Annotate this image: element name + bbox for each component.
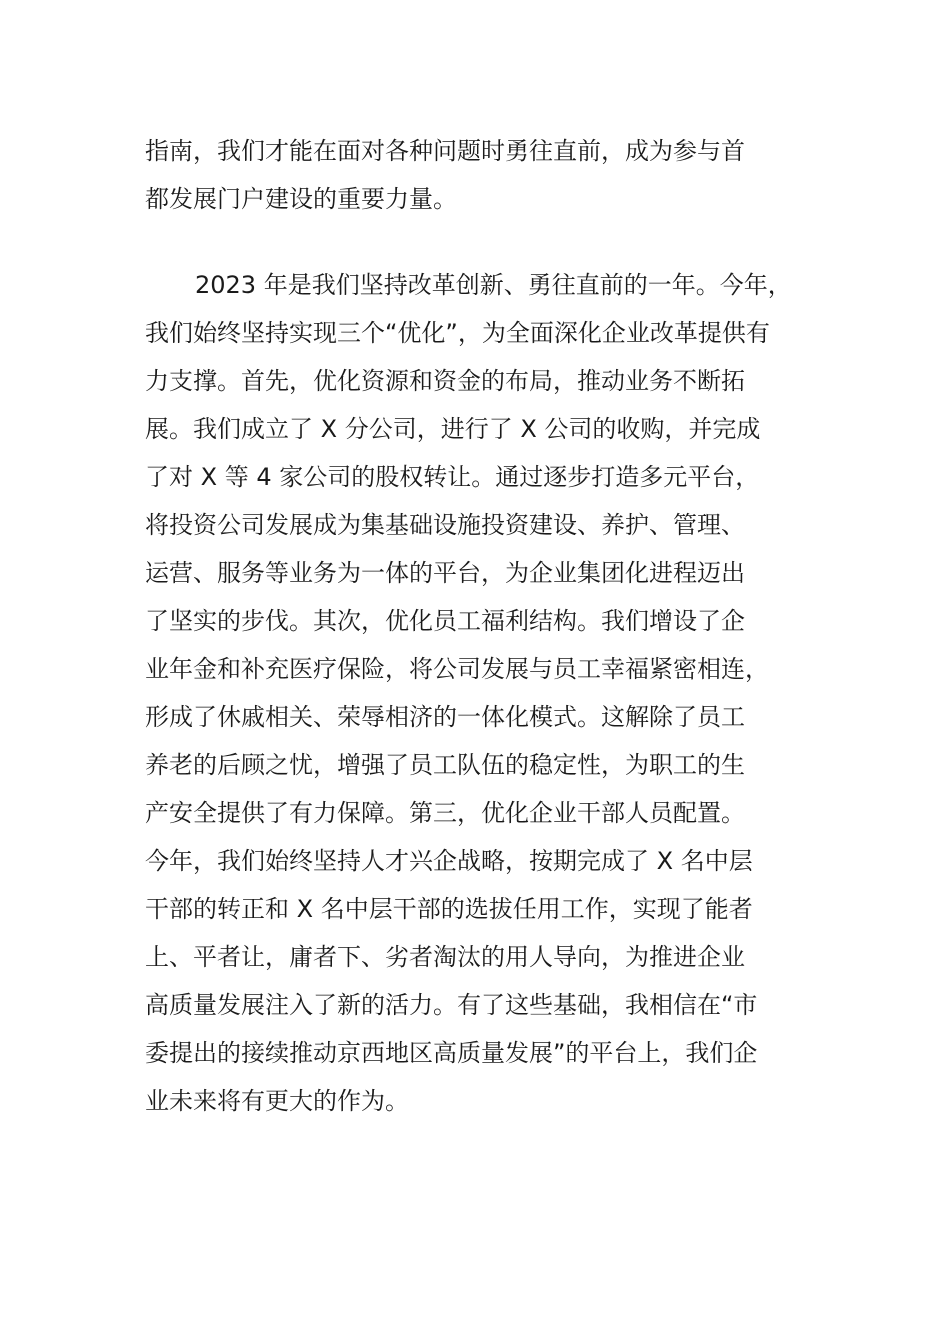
text-line: 产安全提供了有力保障。第三，优化企业干部人员配置。 bbox=[145, 799, 745, 827]
text-line: 将投资公司发展成为集基础设施投资建设、养护、管理、 bbox=[145, 511, 745, 539]
text-line: 指南，我们才能在面对各种问题时勇往直前，成为参与首 bbox=[145, 137, 745, 165]
text-line: 形成了休戚相关、荣辱相济的一体化模式。这解除了员工 bbox=[145, 703, 745, 731]
text-line: 运营、服务等业务为一体的平台，为企业集团化进程迈出 bbox=[145, 559, 745, 587]
text-line: 委提出的接续推动京西地区高质量发展”的平台上，我们企 bbox=[145, 1039, 758, 1067]
text-line: 了坚实的步伐。其次，优化员工福利结构。我们增设了企 bbox=[145, 607, 745, 635]
text-line: 业未来将有更大的作为。 bbox=[145, 1087, 409, 1115]
text-line: 我们始终坚持实现三个“优化”，为全面深化企业改革提供有 bbox=[145, 319, 770, 347]
paragraph-1 bbox=[145, 127, 825, 223]
text-line: 都发展门户建设的重要力量。 bbox=[145, 185, 457, 213]
text-line: 了对 X 等 4 家公司的股权转让。通过逐步打造多元平台， bbox=[145, 463, 760, 491]
text-line: 高质量发展注入了新的活力。有了这些基础，我相信在“市 bbox=[145, 991, 758, 1019]
text-line: 干部的转正和 X 名中层干部的选拔任用工作，实现了能者 bbox=[145, 895, 753, 923]
text-line: 业年金和补充医疗保险，将公司发展与员工幸福紧密相连， bbox=[145, 655, 769, 683]
text-line: 展。我们成立了 X 分公司，进行了 X 公司的收购，并完成 bbox=[145, 415, 761, 443]
text-line: 今年，我们始终坚持人才兴企战略，按期完成了 X 名中层 bbox=[145, 847, 753, 875]
text-line: 养老的后顾之忧，增强了员工队伍的稳定性，为职工的生 bbox=[145, 751, 745, 779]
text-line: 上、平者让，庸者下、劣者淘汰的用人导向，为推进企业 bbox=[145, 943, 745, 971]
text-line-indented: 2023 年是我们坚持改革创新、勇往直前的一年。今年， bbox=[195, 271, 792, 299]
text-line: 力支撑。首先，优化资源和资金的布局，推动业务不断拓 bbox=[145, 367, 745, 395]
paragraph-2 bbox=[145, 261, 825, 1125]
